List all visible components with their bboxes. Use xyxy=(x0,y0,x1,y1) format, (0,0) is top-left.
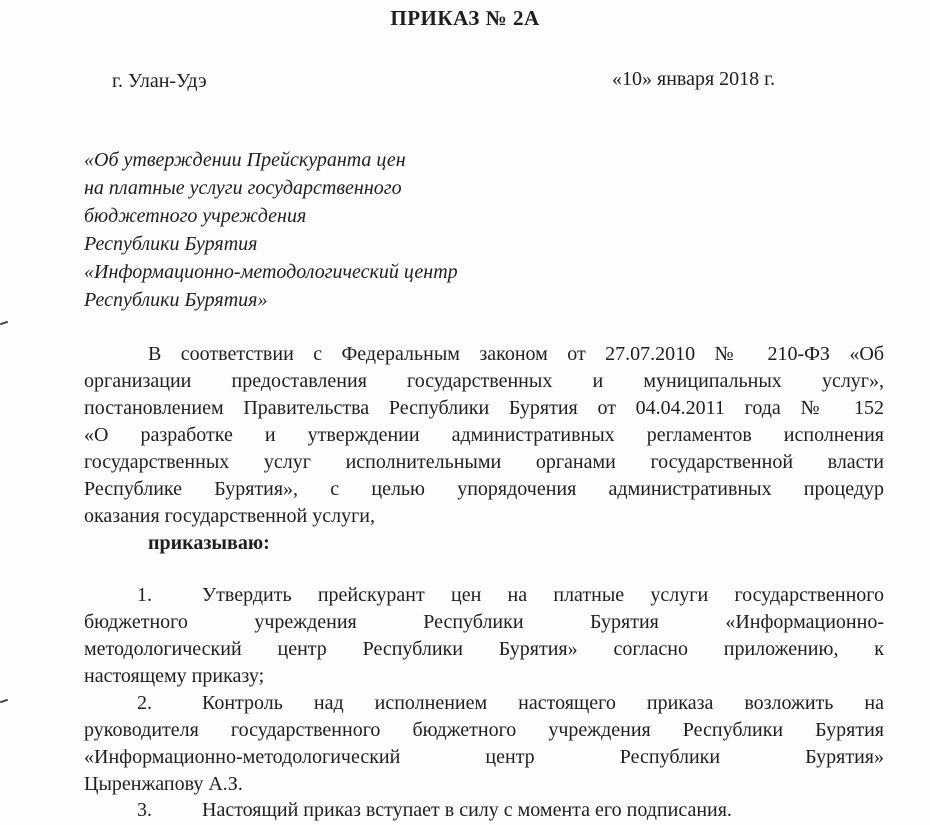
document-date: «10» января 2018 г. xyxy=(612,68,776,90)
preamble-paragraph xyxy=(84,341,884,530)
preamble-line: организации предоставления государственных и муниципальных услуг», xyxy=(84,370,884,392)
preamble-line: оказания государственной услуги, xyxy=(84,505,375,527)
document-title: ПРИКАЗ № 2А xyxy=(390,6,540,30)
order-item-2 xyxy=(84,690,884,798)
preamble-line: «О разработке и утверждении административных регламентов исполнения xyxy=(84,424,884,446)
item-line: Настоящий приказ вступает в силу с момента его подписания. xyxy=(202,799,732,821)
item-number: 3. xyxy=(137,799,152,821)
city: г. Улан-Удэ xyxy=(112,70,207,92)
order-item-1 xyxy=(84,582,884,690)
item-line: бюджетного учреждения Республики Бурятия «Информационно- xyxy=(84,611,884,633)
subject-line: Республики Бурятия xyxy=(84,233,258,255)
preamble-line: государственных услуг исполнительными органами государственной власти xyxy=(84,451,884,473)
item-line: Утвердить прейскурант цен на платные услуги государственного xyxy=(202,584,884,606)
item-line: «Информационно-методологический центр Республики Бурятия» xyxy=(84,746,884,768)
orders-word: приказываю: xyxy=(148,532,270,554)
order-item-3 xyxy=(84,797,884,824)
item-number: 2. xyxy=(137,692,152,714)
item-line: методологический центр Республики Бурятия» согласно приложению, к xyxy=(84,638,884,660)
scan-mark xyxy=(0,321,8,326)
preamble-line: постановлением Правительства Республики Бурятия от 04.04.2011 года № 152 xyxy=(84,397,884,419)
item-line: Цыренжапову А.З. xyxy=(84,773,243,795)
subject-block xyxy=(84,146,458,314)
item-line: руководителя государственного бюджетного учреждения Республики Бурятия xyxy=(84,719,884,741)
subject-line: «Об утверждении Прейскуранта цен xyxy=(84,149,406,171)
scan-mark xyxy=(0,699,8,704)
preamble-line: Республике Бурятия», с целью упорядочения административных процедур xyxy=(84,478,884,500)
subject-line: Республики Бурятия» xyxy=(84,289,268,311)
subject-line: бюджетного учреждения xyxy=(84,205,307,227)
item-line: настоящему приказу; xyxy=(84,665,265,687)
subject-line: «Информационно-методологический центр xyxy=(84,261,458,283)
subject-line: на платные услуги государственного xyxy=(84,177,402,199)
item-number: 1. xyxy=(137,584,152,606)
preamble-line: В соответствии с Федеральным законом от 27.07.2010 № 210-ФЗ «Об xyxy=(148,343,884,365)
item-line: Контроль над исполнением настоящего приказа возложить на xyxy=(202,692,884,714)
